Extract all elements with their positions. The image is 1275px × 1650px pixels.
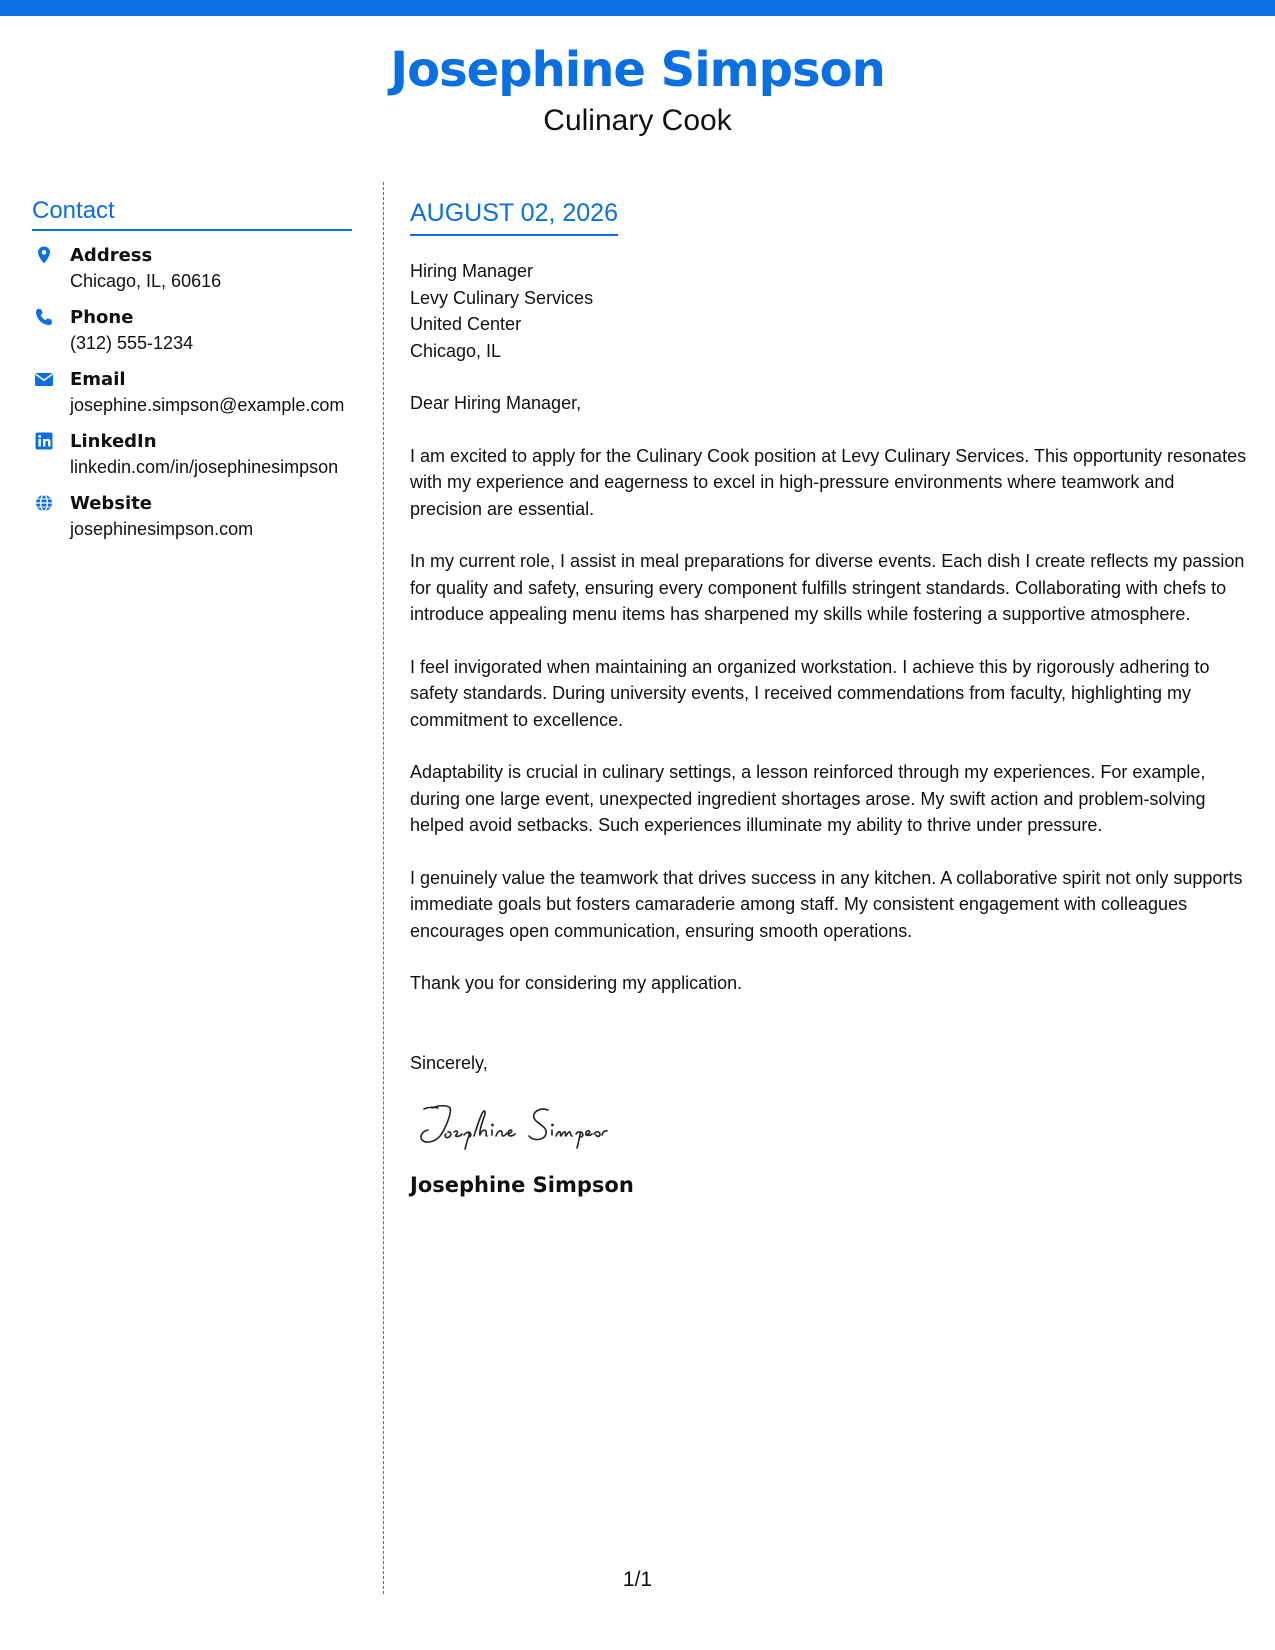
contact-heading: Contact <box>32 196 352 231</box>
email-value: josephine.simpson@example.com <box>70 395 345 415</box>
contact-label: Website <box>70 493 153 514</box>
email-icon <box>34 369 54 389</box>
phone-icon <box>34 307 54 327</box>
body-paragraph: In my current role, I assist in meal preparations for diverse events. Each dish I create reflects my passion for quality and safety, ensuring every component fulfills stringent standards. Collaborating with chefs to introduce appealing menu items has sharpened my skills while fostering a supportive atmosphere. <box>410 551 1245 624</box>
recipient-line: Hiring Manager <box>410 261 534 281</box>
recipient-line: Levy Culinary Services <box>410 287 594 308</box>
phone-value: (312) 555-1234 <box>70 333 194 353</box>
contact-label: Phone <box>70 307 134 328</box>
linkedin-icon <box>34 431 54 451</box>
recipient-block <box>410 258 1250 364</box>
letter-body <box>410 196 1250 1199</box>
globe-icon <box>34 493 54 513</box>
body-paragraph: I genuinely value the teamwork that drives success in any kitchen. A collaborative spirit not only supports immediate goals but fosters camaraderie among staff. My consistent engagement with colleagues encourages open communication, ensuring smooth operations. <box>410 867 1243 941</box>
contact-list <box>32 243 352 542</box>
date-underline <box>410 196 618 236</box>
salutation: Dear Hiring Manager, <box>410 393 582 413</box>
contact-item-website <box>32 491 352 542</box>
top-accent-bar <box>0 0 1275 16</box>
recipient-line: United Center <box>410 314 522 334</box>
applicant-role: Culinary Cook <box>543 104 732 137</box>
handwritten-signature <box>410 1096 670 1152</box>
contact-item-address <box>32 243 352 294</box>
contact-label: Address <box>70 245 153 266</box>
website-value: josephinesimpson.com <box>70 519 254 539</box>
closing-block <box>410 1050 1250 1200</box>
applicant-name: Josephine Simpson <box>390 42 885 98</box>
body-paragraph: I am excited to apply for the Culinary Cook position at Levy Culinary Services. This opportunity resonates with my experience and eagerness to excel in high-pressure environments where teamwork and precision are essential. <box>410 445 1247 519</box>
linkedin-value: linkedin.com/in/josephinesimpson <box>70 457 339 477</box>
signer-name: Josephine Simpson <box>410 1173 634 1197</box>
contact-item-linkedin <box>32 429 352 480</box>
contact-item-phone <box>32 305 352 356</box>
body-paragraph: Adaptability is crucial in culinary settings, a lesson reinforced through my experiences. For example, during one large event, unexpected ingredient shortages arose. My swift action and problem-solving helped avoid setbacks. Such experiences illuminate my ability to thrive under pressure. <box>410 762 1206 835</box>
closing-phrase: Sincerely, <box>410 1052 488 1073</box>
letter-date: AUGUST 02, 2026 <box>410 199 618 227</box>
page-number: 1/1 <box>622 1568 653 1591</box>
address-value: Chicago, IL, 60616 <box>70 271 222 291</box>
thank-you-paragraph: Thank you for considering my application. <box>410 973 743 993</box>
contact-label: LinkedIn <box>70 431 157 452</box>
map-pin-icon <box>34 245 54 265</box>
recipient-line: Chicago, IL <box>410 340 502 361</box>
contact-label: Email <box>70 369 126 390</box>
letter-header <box>0 40 1275 138</box>
column-divider <box>383 182 384 1594</box>
contact-sidebar <box>32 196 352 553</box>
body-paragraph: I feel invigorated when maintaining an organized workstation. I achieve this by rigorously adhering to safety standards. During university events, I received commendations from faculty, highlighting my commitment to excellence. <box>410 656 1210 730</box>
contact-item-email <box>32 367 352 418</box>
